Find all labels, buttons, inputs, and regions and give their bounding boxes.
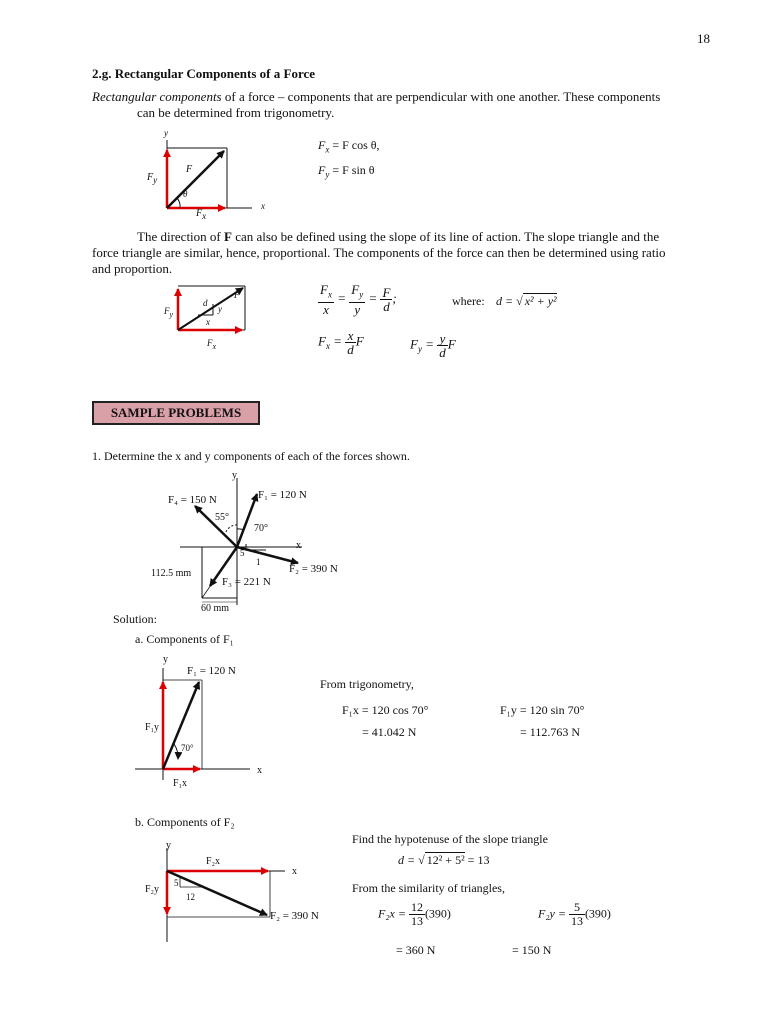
pa-x-axis: x [257, 765, 262, 776]
ratio-equation: $\frac{F_x}{x}$ = $\frac{F_y}{y}$ = $\frac{F}{d}$ ; [320, 282, 397, 317]
direction-paragraph-line-2: force triangle are similar, hence, proportional. The components of the force can then be determined using ratio [92, 245, 666, 260]
pa-angle-label: 70° [181, 743, 194, 753]
fx-ratio-equation: $F_x$ = $\frac{x}{d}$ F [318, 328, 364, 357]
fig1-fy-label: $F_y$ [147, 172, 158, 185]
solution-label: Solution: [113, 612, 158, 626]
fig1-fx-label: $F_x$ [196, 208, 207, 221]
f1-label: F₁ = 120 N [258, 489, 307, 501]
f1y-value: = 112.763 N [520, 725, 580, 739]
slope-triangle-figure [170, 280, 260, 340]
f1x-value: = 41.042 N [362, 725, 417, 739]
pb-f2-label: F₂ = 390 N [270, 910, 319, 922]
f1x-equation: F₁x = 120 cos 70° [342, 703, 429, 717]
fx-equation: $F_x = F$ cos θ, [318, 138, 380, 155]
fig2-x-label: x [206, 317, 210, 327]
sample-problems-heading: SAMPLE PROBLEMS [92, 401, 260, 425]
f2x-equation: F₂x = $\frac{12}{13}$ (390) [378, 900, 451, 928]
fy-ratio-equation: $F_y$ = $\frac{y}{d}$ F [410, 331, 456, 360]
hypotenuse-text: Find the hypotenuse of the slope triangle [352, 832, 548, 846]
from-trig-text: From trigonometry, [320, 677, 414, 691]
pa-f1-label: F₁ = 120 N [187, 665, 236, 677]
f2-label: F₂ = 390 N [289, 563, 338, 575]
problem1-forces-figure [140, 470, 350, 620]
pb-slope-12: 12 [186, 892, 195, 902]
problem-1-text: 1. Determine the x and y components of each of the forces shown. [92, 449, 410, 463]
fig1-x-axis-label: x [261, 201, 265, 211]
similarity-text: From the similarity of triangles, [352, 881, 505, 895]
slope-5-label: 5 [240, 548, 245, 558]
fig1-force-label: F [186, 164, 193, 175]
direction-paragraph-line-3: and proportion. [92, 261, 173, 276]
f3-label: F₃ = 221 N [222, 576, 271, 588]
page-number: 18 [697, 31, 710, 46]
fig1-theta-label: θ [183, 189, 188, 199]
f2y-equation: F₂y = $\frac{5}{13}$ (390) [538, 900, 611, 928]
f2x-value: = 360 N [396, 943, 436, 957]
f4-label: F₄ = 150 N [168, 494, 217, 506]
pa-f1x-label: F₁x [173, 778, 188, 789]
f2y-value: = 150 N [512, 943, 552, 957]
fig2-y-label: y [218, 304, 222, 314]
term-rectangular-components: Rectangular components [92, 89, 222, 104]
fig2-d-label: d [203, 298, 208, 308]
pb-f2x-label: F₂x [206, 856, 221, 867]
intro-line-2: can be determined from trigonometry. [137, 105, 335, 120]
dim-112-label: 112.5 mm [151, 568, 192, 579]
pb-x-axis: x [292, 866, 297, 877]
fig2-fy-label: $F_y$ [164, 306, 174, 319]
f1y-equation: F₁y = 120 sin 70° [500, 703, 585, 717]
pa-f1y-label: F₁y [145, 722, 160, 733]
d-definition: d = √ x² + y² [496, 294, 557, 308]
p1-y-axis: y [232, 470, 237, 481]
fy-equation: $F_y = F$ sin θ [318, 163, 375, 180]
section-title: 2.g. Rectangular Components of a Force [92, 66, 316, 81]
pa-y-axis: y [163, 654, 168, 665]
angle-55-label: 55° [215, 512, 229, 523]
fig1-y-axis-label: y [164, 128, 168, 138]
part-b-label: b. Components of F₂ [135, 815, 235, 829]
dim-60-label: 60 mm [201, 603, 230, 614]
angle-70-label: 70° [254, 523, 268, 534]
pb-f2y-label: F₂y [145, 884, 160, 895]
pb-y-axis: y [166, 840, 171, 851]
direction-paragraph: The direction of F can also be defined using the slope of its line of action. The slope triangle and the [137, 229, 660, 244]
part-a-label: a. Components of F₁ [135, 632, 234, 646]
intro-paragraph: Rectangular components of a force – components that are perpendicular with one another. These components [92, 89, 661, 104]
fig2-fx-label: $F_x$ [207, 338, 217, 351]
fig2-force-label: F [234, 290, 240, 300]
where-label: where: [452, 294, 485, 308]
force-components-figure [140, 128, 280, 228]
p1-x-axis: x [296, 540, 301, 551]
pb-slope-5: 5 [174, 878, 179, 888]
slope-1-label: 1 [256, 557, 261, 567]
hypotenuse-equation: d = √ 12² + 5² = 13 [398, 853, 490, 867]
